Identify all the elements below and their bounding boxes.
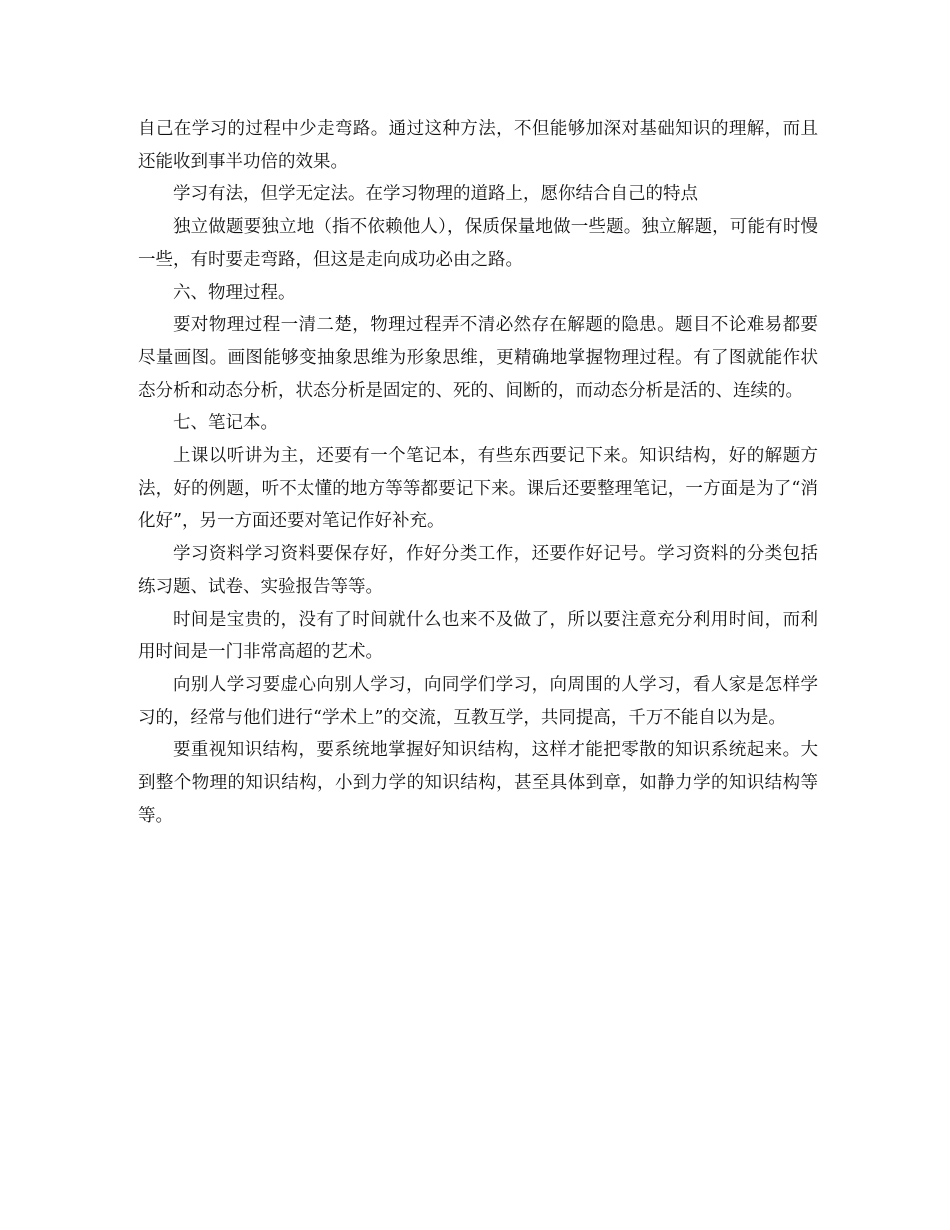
document-body [138,113,818,832]
paragraph: 时间是宝贵的，没有了时间就什么也来不及做了，所以要注意充分利用时间，而利用时间是一门非常高超的艺术。 [138,609,818,663]
section-heading: 七、笔记本。 [173,413,278,434]
paragraph: 上课以听讲为主，还要有一个笔记本，有些东西要记下来。知识结构，好的解题方法，好的例题，听不太懂的地方等等都要记下来。课后还要整理笔记，一方面是为了“消化好”，另一方面还要对笔记作好补充。 [138,446,818,532]
paragraph: 要重视知识结构，要系统地掌握好知识结构，这样才能把零散的知识系统起来。大到整个物理的知识结构，小到力学的知识结构，甚至具体到章，如静力学的知识结构等等。 [138,740,818,826]
paragraph: 独立做题要独立地（指不依赖他人），保质保量地做一些题。独立解题，可能有时慢一些，有时要走弯路，但这是走向成功必由之路。 [138,217,818,270]
paragraph: 要对物理过程一清二楚，物理过程弄不清必然存在解题的隐患。题目不论难易都要尽量画图。画图能够变抽象思维为形象思维，更精确地掌握物理过程。有了图就能作状态分析和动态分析，状态分析是固定的、死的、间断的，而动态分析是活的、连续的。 [138,315,818,401]
paragraph: 自己在学习的过程中少走弯路。通过这种方法，不但能够加深对基础知识的理解，而且还能收到事半功倍的效果。 [138,119,818,172]
section-heading: 六、物理过程。 [173,282,296,303]
paragraph: 学习有法，但学无定法。在学习物理的道路上，愿你结合自己的特点 [173,184,698,205]
paragraph: 学习资料学习资料要保存好，作好分类工作，还要作好记号。学习资料的分类包括练习题、试卷、实验报告等等。 [138,544,818,597]
paragraph: 向别人学习要虚心向别人学习，向同学们学习，向周围的人学习，看人家是怎样学习的，经常与他们进行“学术上”的交流，互教互学，共同提高，千万不能自以为是。 [138,674,818,728]
